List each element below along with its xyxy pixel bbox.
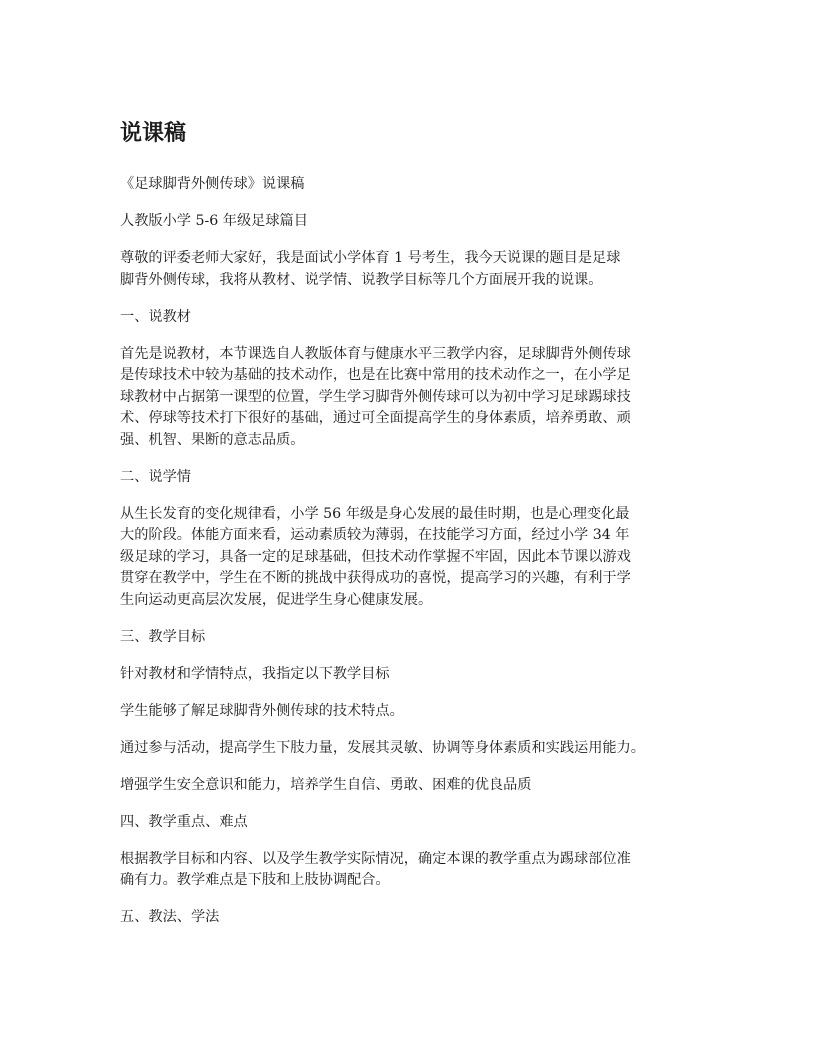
learners-paragraph xyxy=(120,504,720,612)
textbook-line: 术、停球等技术打下很好的基础，通过可全面提高学生的身体素质，培养勇敢、顽 xyxy=(120,410,631,426)
key-points-line: 根据教学目标和内容、以及学生教学实际情况，确定本课的教学重点为踢球部位准 xyxy=(120,850,631,867)
objectives-intro: 针对教材和学情特点，我指定以下教学目标 xyxy=(120,665,390,682)
key-points-paragraph xyxy=(120,849,720,892)
lesson-title: 《足球脚背外侧传球》说课稿 xyxy=(120,176,305,192)
intro-paragraph xyxy=(120,248,720,291)
textbook-line: 是传球技术中较为基础的技术动作，也是在比赛中常用的技术动作之一，在小学足 xyxy=(120,367,631,383)
objective-attitude: 增强学生安全意识和能力，培养学生自信、勇敢、困难的优良品质 xyxy=(120,776,532,793)
textbook-line: 强、机智、果断的意志品质。 xyxy=(120,431,305,448)
learners-line: 贯穿在教学中，学生在不断的挑战中获得成功的喜悦，提高学习的兴趣，有利于学 xyxy=(120,570,631,586)
document-page xyxy=(120,118,720,944)
textbook-paragraph xyxy=(120,344,720,452)
learners-line: 生向运动更高层次发展，促进学生身心健康发展。 xyxy=(120,591,433,608)
learners-line: 级足球的学习，具备一定的足球基础，但技术动作掌握不牢固，因此本节课以游戏 xyxy=(120,548,631,565)
section-heading-objectives: 三、教学目标 xyxy=(120,628,206,645)
learners-line: 从生长发育的变化规律看，小学 56 年级是身心发展的最佳时期，也是心理变化最 xyxy=(120,505,630,522)
document-title: 说课稿 xyxy=(120,121,187,146)
section-heading-learners: 二、说学情 xyxy=(120,468,191,485)
textbook-line: 首先是说教材，本节课选自人教版体育与健康水平三教学内容，足球脚背外侧传球 xyxy=(120,345,631,362)
objective-skills: 通过参与活动，提高学生下肢力量，发展其灵敏、协调等身体素质和实践运用能力。 xyxy=(120,739,645,756)
intro-line: 脚背外侧传球，我将从教材、说学情、说教学目标等几个方面展开我的说课。 xyxy=(120,271,603,288)
section-heading-methods: 五、教法、学法 xyxy=(120,909,220,925)
section-heading-textbook: 一、说教材 xyxy=(120,308,191,325)
objective-knowledge: 学生能够了解足球脚背外侧传球的技术特点。 xyxy=(120,702,404,719)
learners-line: 大的阶段。体能方面来看，运动素质较为薄弱，在技能学习方面，经过小学 34 年 xyxy=(120,527,630,543)
intro-line: 尊敬的评委老师大家好，我是面试小学体育 1 号考生，我今天说课的题目是足球 xyxy=(120,250,621,266)
section-heading-key-points: 四、教学重点、难点 xyxy=(120,813,248,830)
textbook-line: 球教材中占据第一课型的位置，学生学习脚背外侧传球可以为初中学习足球踢球技 xyxy=(120,388,631,405)
key-points-line: 确有力。教学难点是下肢和上肢协调配合。 xyxy=(120,872,390,888)
edition-line: 人教版小学 5-6 年级足球篇目 xyxy=(120,213,308,229)
